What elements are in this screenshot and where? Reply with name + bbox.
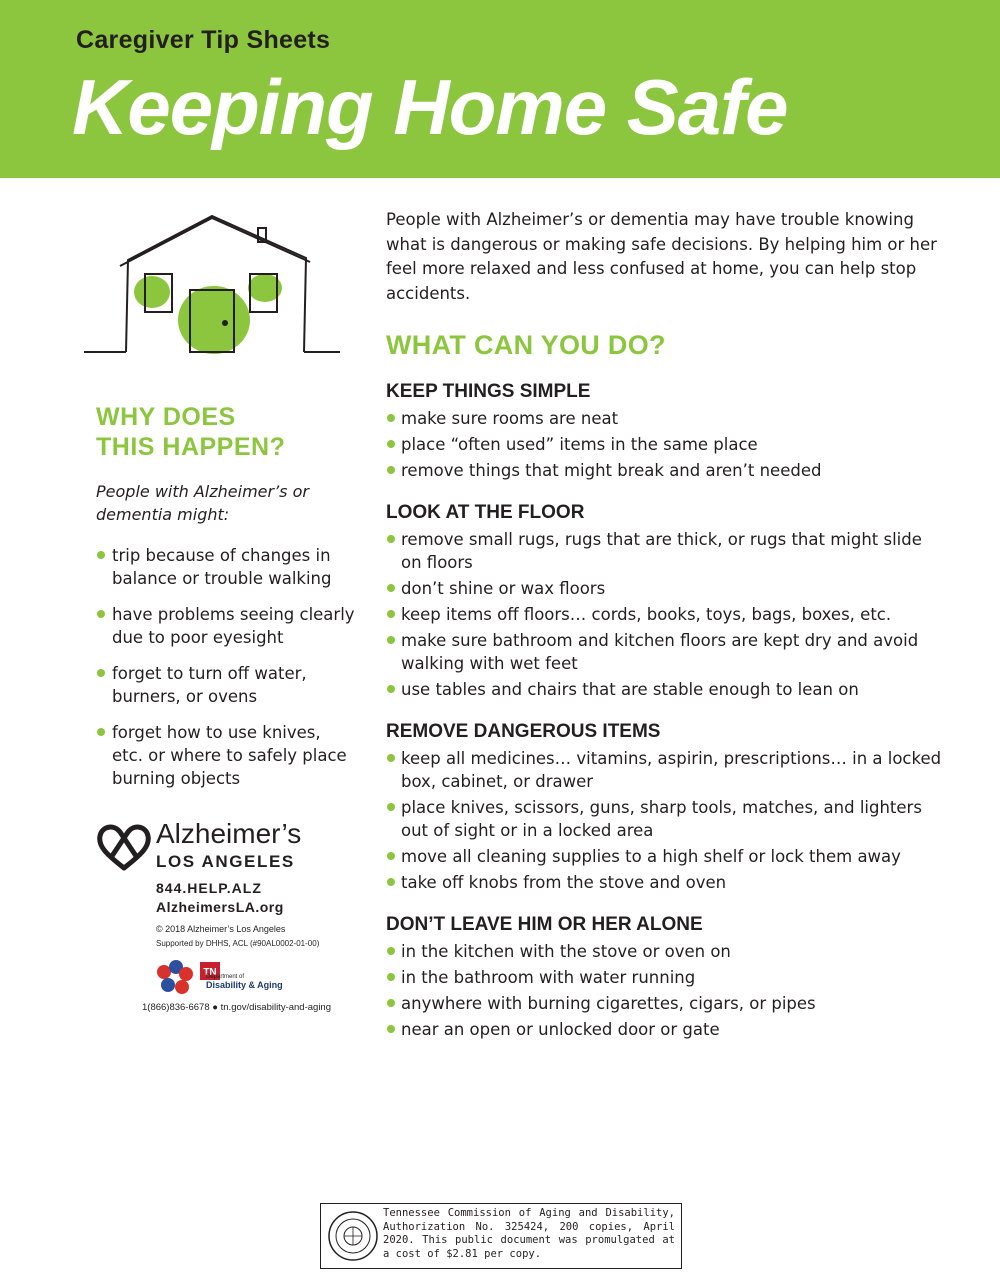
bullet-icon [387, 584, 395, 592]
svg-text:TN: TN [203, 967, 217, 978]
state-seal [327, 1210, 379, 1262]
bullet-icon [387, 1025, 395, 1033]
why-heading: WHY DOES THIS HAPPEN? [96, 403, 286, 461]
section-floor [386, 502, 946, 701]
bullet-icon [387, 610, 395, 618]
support-line: Supported by DHHS, ACL (#90AL0002-01-00) [156, 939, 320, 948]
list-item: remove small rugs, rugs that are thick, or rugs that might slide on floors [386, 528, 946, 574]
bullet-icon [387, 999, 395, 1007]
list-item: make sure bathroom and kitchen floors are kept dry and avoid walking with wet feet [386, 629, 946, 675]
list-item: in the bathroom with water running [386, 966, 946, 989]
org-subtitle: LOS ANGELES [156, 852, 295, 871]
bullet-icon [387, 878, 395, 886]
list-item: anywhere with burning cigarettes, cigars, or pipes [386, 992, 946, 1015]
org-name: Alzheimer’s [156, 818, 302, 849]
dept-name: Disability & Aging [206, 980, 283, 990]
why-intro: People with Alzheimer’s or dementia might: [96, 482, 309, 524]
list-item: forget to turn off water, burners, or ovens [96, 662, 356, 708]
list-item: remove things that might break and aren’t needed [386, 459, 946, 482]
why-section [96, 402, 356, 803]
list-item: forget how to use knives, etc. or where to safely place burning objects [96, 721, 356, 790]
copyright: © 2018 Alzheimer’s Los Angeles [156, 924, 286, 934]
section-title: REMOVE DANGEROUS ITEMS [386, 721, 661, 742]
list-item: take off knobs from the stove and oven [386, 871, 946, 894]
bullet-icon [387, 636, 395, 644]
bullet-icon [387, 803, 395, 811]
page-title: Keeping Home Safe [72, 63, 788, 151]
bullet-icon [387, 852, 395, 860]
list-item: use tables and chairs that are stable enough to lean on [386, 678, 946, 701]
authorization-notice [320, 1203, 682, 1269]
series-title: Caregiver Tip Sheets [76, 26, 331, 54]
bullet-icon [387, 947, 395, 955]
section-list [386, 940, 946, 1041]
list-item: in the kitchen with the stove or oven on [386, 940, 946, 963]
bullet-icon [387, 973, 395, 981]
list-item: make sure rooms are neat [386, 407, 946, 430]
what-heading: WHAT CAN YOU DO? [386, 330, 666, 360]
bullet-icon [387, 754, 395, 762]
section-title: LOOK AT THE FLOOR [386, 502, 585, 523]
bullet-icon [387, 440, 395, 448]
list-item: move all cleaning supplies to a high shelf or lock them away [386, 845, 946, 868]
section-dangerous-items [386, 721, 946, 894]
section-list [386, 747, 946, 894]
section-title: DON’T LEAVE HIM OR HER ALONE [386, 914, 703, 935]
contact-line: 1(866)836-6678 ● tn.gov/disability-and-aging [142, 1002, 331, 1013]
list-item: place “often used” items in the same place [386, 433, 946, 456]
list-item: place knives, scissors, guns, sharp tools, matches, and lighters out of sight or in a locked area [386, 796, 946, 842]
org-website: AlzheimersLA.org [156, 899, 284, 915]
bullet-icon [387, 535, 395, 543]
bullet-icon [97, 610, 105, 618]
list-item: near an open or unlocked door or gate [386, 1018, 946, 1041]
section-dont-leave-alone [386, 914, 946, 1041]
section-list [386, 528, 946, 701]
heart-ribbon-logo [96, 822, 152, 872]
bullet-icon [387, 466, 395, 474]
list-item: trip because of changes in balance or trouble walking [96, 544, 356, 590]
brain-logo [157, 960, 193, 994]
bullet-icon [387, 685, 395, 693]
section-title: KEEP THINGS SIMPLE [386, 381, 591, 402]
list-item: keep all medicines… vitamins, aspirin, prescriptions… in a locked box, cabinet, or drawer [386, 747, 946, 793]
section-keep-simple [386, 381, 946, 482]
why-list [96, 544, 356, 790]
section-list [386, 407, 946, 482]
list-item: keep items off floors… cords, books, toys, bags, boxes, etc. [386, 603, 946, 626]
bullet-icon [97, 551, 105, 559]
list-item: have problems seeing clearly due to poor eyesight [96, 603, 356, 649]
bullet-icon [387, 414, 395, 422]
org-phone: 844.HELP.ALZ [156, 880, 262, 896]
notice-text: Tennessee Commission of Aging and Disability, Authorization No. 325424, 200 copies, April 2020. This public document was promulgated at a cost of $2.81 per copy. [383, 1207, 675, 1260]
header-banner [0, 0, 1000, 178]
intro-paragraph: People with Alzheimer’s or dementia may have trouble knowing what is dangerous or making safe decisions. By helping him or her feel more relaxed and less confused at home, you can help stop accidents. [386, 210, 937, 303]
main-content [386, 208, 946, 1044]
bullet-icon [97, 728, 105, 736]
house-illustration [82, 210, 344, 360]
list-item: don’t shine or wax floors [386, 577, 946, 600]
bullet-icon [97, 669, 105, 677]
dept-label: Department of [206, 974, 245, 980]
